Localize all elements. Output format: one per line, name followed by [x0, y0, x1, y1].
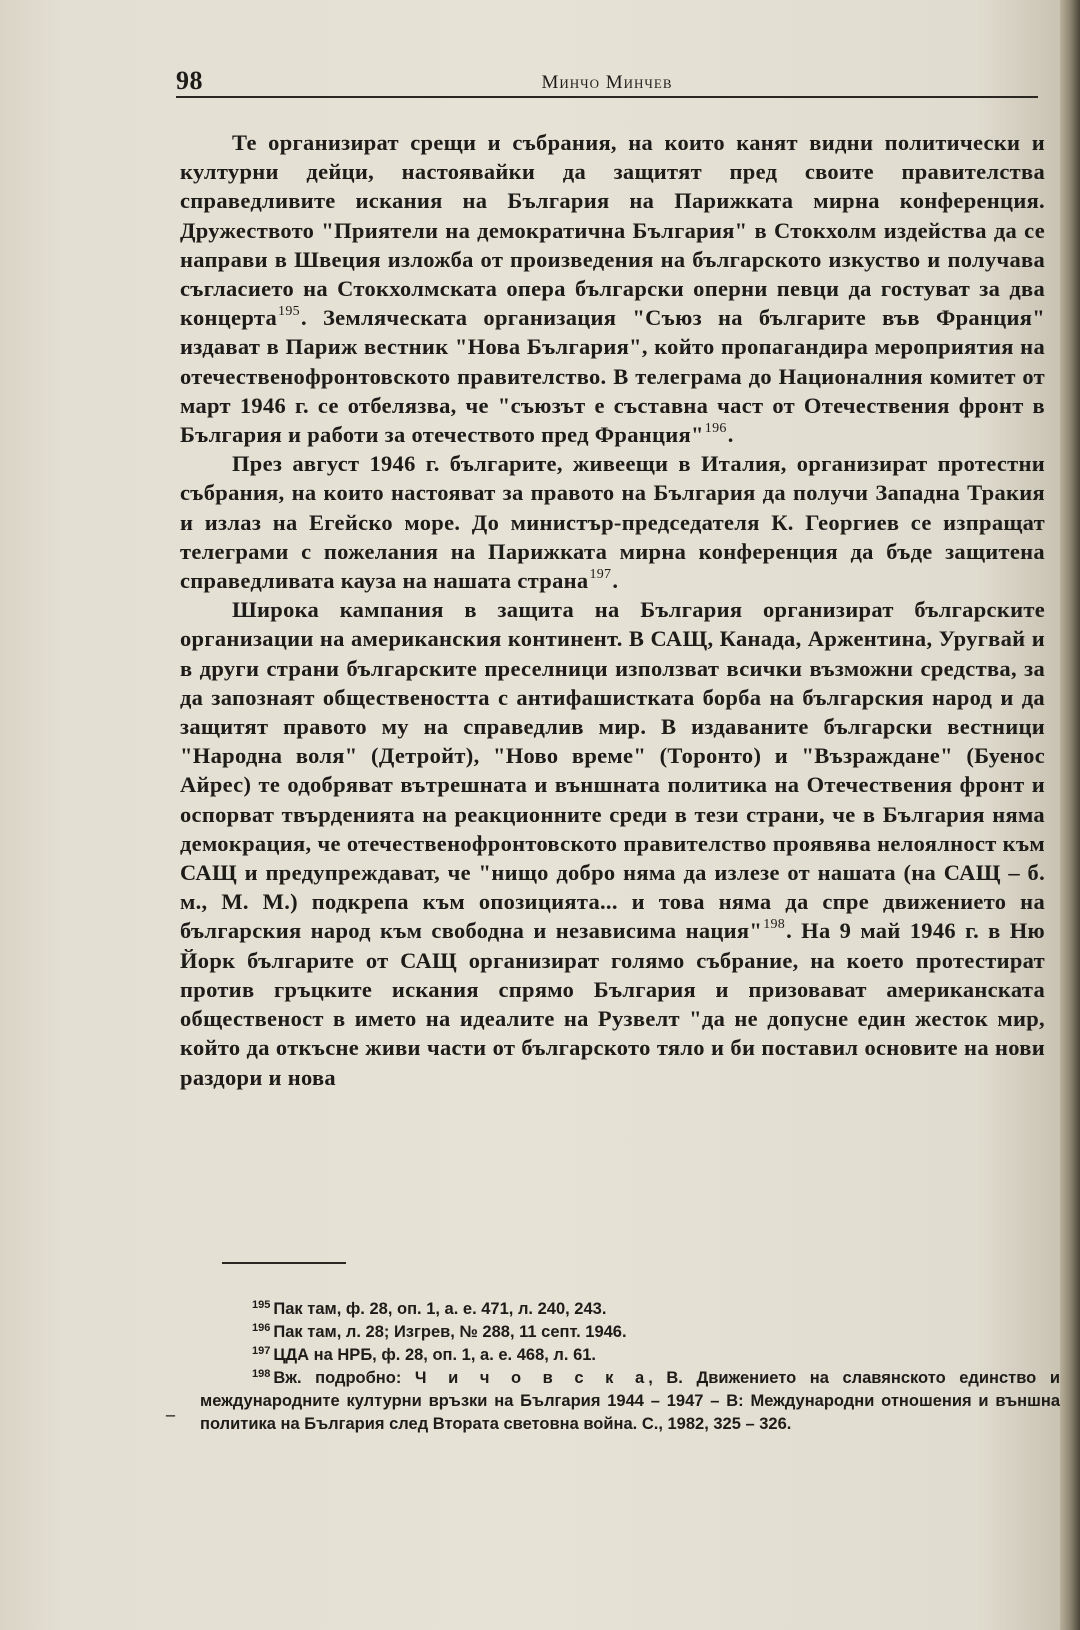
paragraph-3: Широка кампания в защита на България организират българските организации на американския континент. В САЩ, Канада, Аржентина, Уругвай и в други страни българските преселници използват всички възможни средства, за да запознаят обществеността с антифашистката борба на българския народ и да защитят правото му на справедлив мир. В издаваните български вестници "Народна воля" (Детройт), "Ново време" (Торонто) и "Възраждане" (Буенос Айрес) те одобряват вътрешната и външната политика на Отечествения фронт и оспорват твърденията на реакционните среди в тези страни, че в България няма демокрация, че отечественофронтовското правителство проявява нелоялност към САЩ и предупреждават, че "нищо добро няма да излезе от нашата (на САЩ – б. м., М. М.) подкрепа към опозицията... и това няма да спре движението на българския народ към свободна и независима нация"$^{198}$. На 9 май 1946 г. в Ню Йорк българите от САЩ организират голямо събрание, на което протестират против гръцките искания спрямо България и призовават американската общественост в името на идеалите на Рузвелт "да не допусне един жесток мир, който да откъсне живи части от българското тяло и би поставил основите на нови раздори и нова: [180, 597, 1046, 1090]
footnote-198: $^{198}$ Вж. подробно: Ч и ч о в с к а, В. Движението на славянското единство и международните културни връзки на България 1944 – 1947 – В: Международни отношения и външна политика на България след Втората световна война. С., 1982, 325 – 326.: [200, 1368, 1060, 1433]
paragraph-2: През август 1946 г. българите, живеещи в Италия, организират протестни събрания, на които настояват за правото на България да получи Западна Тракия и излаз на Егейско море. До министър-председателя К. Георгиев се изпращат телеграми с пожелания на Парижката мирна конференция да бъде защитена справедливата кауза на нашата страна$^{197}$.: [180, 451, 1045, 594]
footnote-ref-197: 197: [589, 567, 612, 583]
body-text: [180, 128, 1045, 1092]
header-rule: [176, 96, 1038, 98]
paragraph-1: Те организират срещи и събрания, на които канят видни политически и културни дейци, настоявайки да защитят пред своите правителства справедливите искания на България на Парижката мирна конференция. Дружеството "Приятели на демократична България" в Стокхолм издейства да се направи в Швеция изложба от произведения на българското изкуство и получава съгласието на Стокхолмската опера български оперни певци да гостуват за два концерта$^{195}$. Земляческата организация "Съюз на българите във Франция" издават в Париж вестник "Нова България", който пропагандира мероприятия на отечественофронтовското правителство. В телеграма до Националния комитет от март 1946 г. се отбелязва, че "съюзът е съставна част от Отечествения фронт в България и работи за отечеството пред Франция"$^{196}$.: [180, 130, 1045, 448]
footnote-ref-198: 198: [763, 917, 786, 933]
page-edge: [1060, 0, 1080, 1630]
footnote-196: $^{196}$ Пак там, л. 28; Изгрев, № 288, 11 септ. 1946.: [252, 1322, 627, 1341]
author-name: Ч и ч о в с к а: [414, 1369, 649, 1387]
margin-mark: –: [166, 1404, 175, 1424]
running-head: Минчо Минчев: [541, 72, 673, 93]
footnote-195: $^{195}$ Пак там, ф. 28, оп. 1, а. е. 471, л. 240, 243.: [252, 1299, 607, 1318]
footnote-ref-196: 196: [704, 421, 727, 437]
page-number: 98: [176, 66, 203, 95]
footnote-rule: [222, 1262, 346, 1264]
footnotes: [200, 1298, 1060, 1436]
footnote-ref-195: 195: [278, 304, 300, 320]
footnote-197: $^{197}$ ЦДА на НРБ, ф. 28, оп. 1, а. е. 468, л. 61.: [252, 1345, 597, 1364]
